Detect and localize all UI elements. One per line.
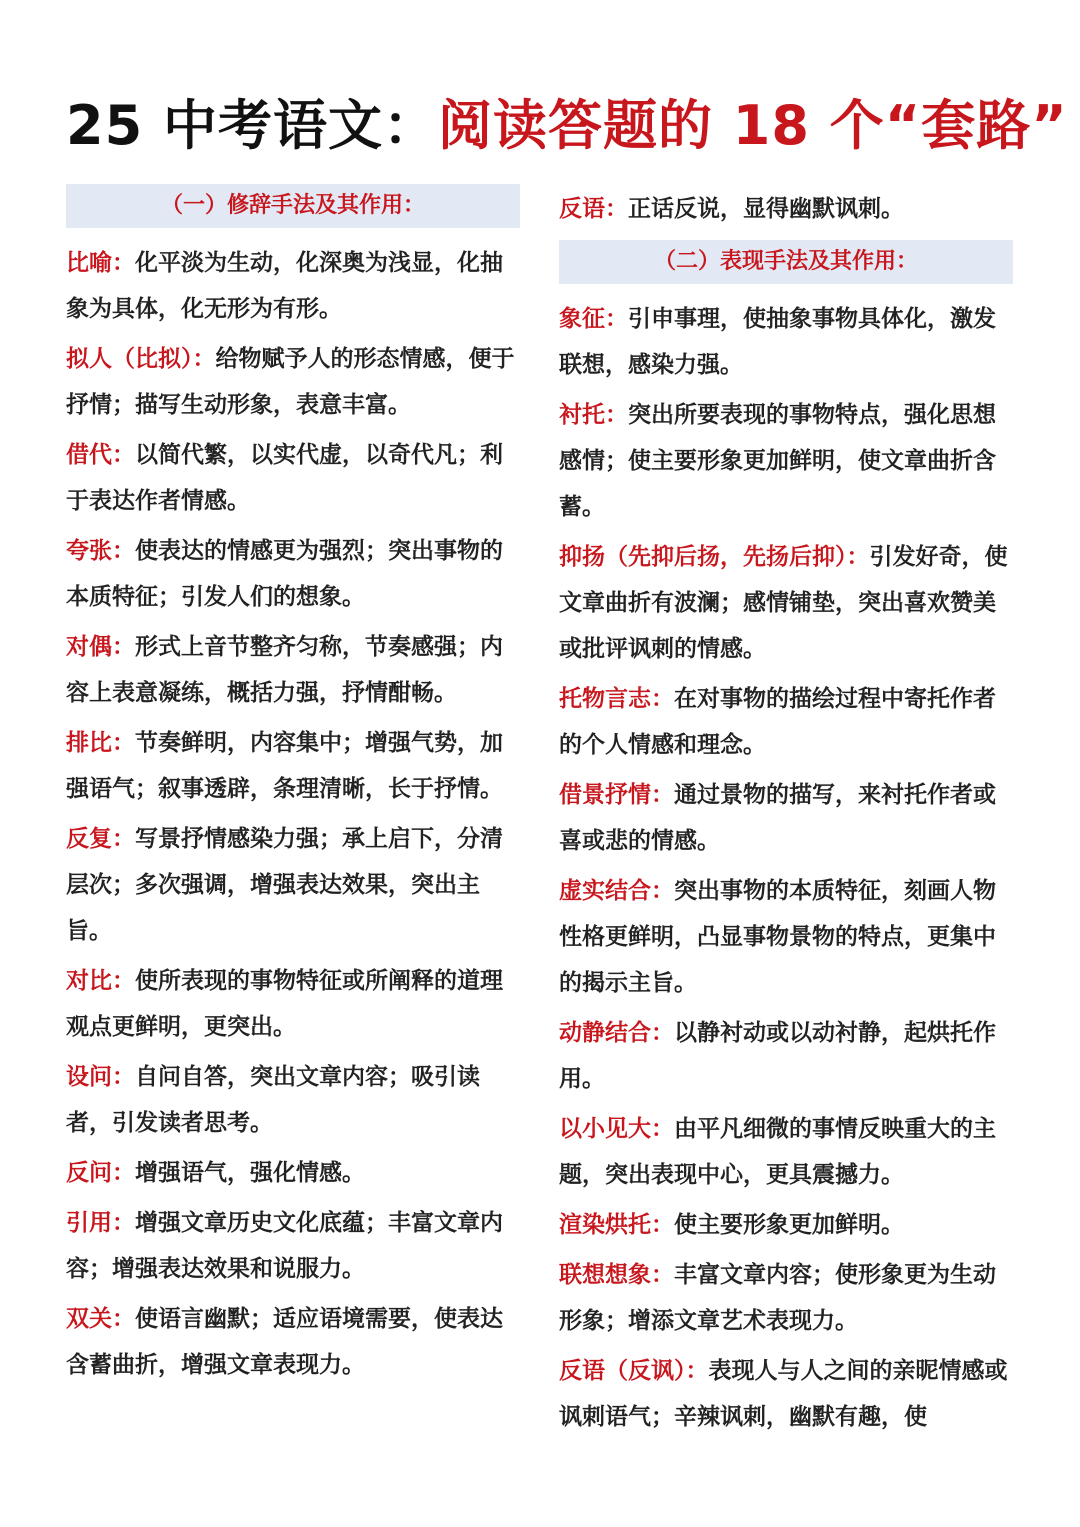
list-item — [66, 240, 520, 332]
entry-term: 夸张： — [66, 538, 135, 564]
entry-text: 写景抒情感染力强；承上启下，分清层次；多次强调，增强表达效果，突出主旨。 — [66, 826, 503, 944]
entry-text: 使主要形象更加鲜明。 — [674, 1212, 904, 1238]
entry-text: 节奏鲜明，内容集中；增强气势，加强语气；叙事透辟，条理清晰，长于抒情。 — [66, 730, 503, 802]
entry-text: 以简代繁，以实代虚，以奇代凡；利于表达作者情感。 — [66, 442, 503, 514]
entry-text: 增强文章历史文化底蕴；丰富文章内容；增强表达效果和说服力。 — [66, 1210, 503, 1282]
entry-text: 使表达的情感更为强烈；突出事物的本质特征；引发人们的想象。 — [66, 538, 503, 610]
section-heading-rhetoric: （一）修辞手法及其作用： — [66, 184, 520, 228]
entry-term: 象征： — [559, 306, 628, 332]
entry-text: 形式上音节整齐匀称，节奏感强；内容上表意凝练，概括力强，抒情酣畅。 — [66, 634, 503, 706]
entry-irony — [559, 186, 1013, 232]
list-item — [559, 1010, 1013, 1102]
entry-term: 双关： — [66, 1306, 135, 1332]
rhetoric-list — [66, 240, 520, 1388]
list-item — [66, 432, 520, 524]
list-item — [66, 1200, 520, 1292]
list-item — [66, 528, 520, 620]
entry-text: 自问自答，突出文章内容；吸引读者，引发读者思考。 — [66, 1064, 480, 1136]
entry-text: 给物赋予人的形态情感，便于抒情；描写生动形象，表意丰富。 — [66, 346, 515, 418]
section-heading-techniques: （二）表现手法及其作用： — [559, 240, 1013, 284]
techniques-list — [559, 296, 1013, 1440]
list-item — [559, 392, 1013, 530]
entry-term: 抑扬（先抑后扬，先扬后抑）： — [559, 544, 870, 570]
entry-text: 使所表现的事物特征或所阐释的道理观点更鲜明，更突出。 — [66, 968, 503, 1040]
entry-text: 在对事物的描绘过程中寄托作者的个人情感和理念。 — [559, 686, 996, 758]
entry-term: 拟人（比拟）： — [66, 346, 216, 372]
list-item — [559, 1252, 1013, 1344]
list-item — [66, 816, 520, 954]
list-item — [559, 1348, 1013, 1440]
list-item — [559, 1106, 1013, 1198]
right-column — [559, 186, 1013, 1444]
list-item — [66, 958, 520, 1050]
entry-term: 动静结合： — [559, 1020, 674, 1046]
list-item — [559, 296, 1013, 388]
list-item — [66, 1150, 520, 1196]
entry-term: 衬托： — [559, 402, 628, 428]
list-item — [66, 624, 520, 716]
entry-term: 虚实结合： — [559, 878, 674, 904]
entry-text: 丰富文章内容；使形象更为生动形象；增添文章艺术表现力。 — [559, 1262, 996, 1334]
list-item — [559, 868, 1013, 1006]
entry-term: 设问： — [66, 1064, 135, 1090]
left-column — [66, 184, 520, 1392]
entry-term: 比喻： — [66, 250, 135, 276]
entry-text: 增强语气，强化情感。 — [135, 1160, 365, 1186]
entry-term: 托物言志： — [559, 686, 674, 712]
entry-term: 渲染烘托： — [559, 1212, 674, 1238]
list-item — [559, 676, 1013, 768]
entry-term: 反问： — [66, 1160, 135, 1186]
entry-term: 对比： — [66, 968, 135, 994]
list-item — [66, 720, 520, 812]
entry-text: 正话反说，显得幽默讽刺。 — [628, 196, 904, 222]
title-prefix: 25 中考语文： — [66, 94, 438, 157]
list-item — [66, 336, 520, 428]
entry-term: 借景抒情： — [559, 782, 674, 808]
entry-text: 引申事理，使抽象事物具体化，激发联想，感染力强。 — [559, 306, 996, 378]
entry-text: 突出所要表现的事物特点，强化思想感情；使主要形象更加鲜明，使文章曲折含蓄。 — [559, 402, 996, 520]
entry-text: 通过景物的描写，来衬托作者或喜或悲的情感。 — [559, 782, 996, 854]
entry-term: 以小见大： — [559, 1116, 674, 1142]
entry-term: 反语（反讽）： — [559, 1358, 709, 1384]
entry-term: 联想想象： — [559, 1262, 674, 1288]
entry-text: 引发好奇，使文章曲折有波澜；感情铺垫，突出喜欢赞美或批评讽刺的情感。 — [559, 544, 1008, 662]
list-item — [66, 1296, 520, 1388]
entry-text: 表现人与人之间的亲昵情感或讽刺语气；辛辣讽刺，幽默有趣，使 — [559, 1358, 1008, 1430]
list-item — [559, 534, 1013, 672]
entry-term: 引用： — [66, 1210, 135, 1236]
entry-text: 化平淡为生动，化深奥为浅显，化抽象为具体，化无形为有形。 — [66, 250, 503, 322]
list-item — [559, 1202, 1013, 1248]
entry-text: 由平凡细微的事情反映重大的主题，突出表现中心，更具震撼力。 — [559, 1116, 996, 1188]
entry-text: 以静衬动或以动衬静，起烘托作用。 — [559, 1020, 996, 1092]
list-item — [66, 1054, 520, 1146]
entry-text: 使语言幽默；适应语境需要，使表达含蓄曲折，增强文章表现力。 — [66, 1306, 503, 1378]
list-item — [559, 772, 1013, 864]
entry-text: 突出事物的本质特征，刻画人物性格更鲜明，凸显事物景物的特点，更集中的揭示主旨。 — [559, 878, 996, 996]
entry-term: 排比： — [66, 730, 135, 756]
entry-term: 反复： — [66, 826, 135, 852]
entry-term: 借代： — [66, 442, 135, 468]
entry-term: 对偶： — [66, 634, 135, 660]
title-highlight: 阅读答题的 18 个“套路” — [437, 94, 1068, 157]
page-title — [66, 88, 1068, 164]
entry-term: 反语： — [559, 196, 628, 222]
